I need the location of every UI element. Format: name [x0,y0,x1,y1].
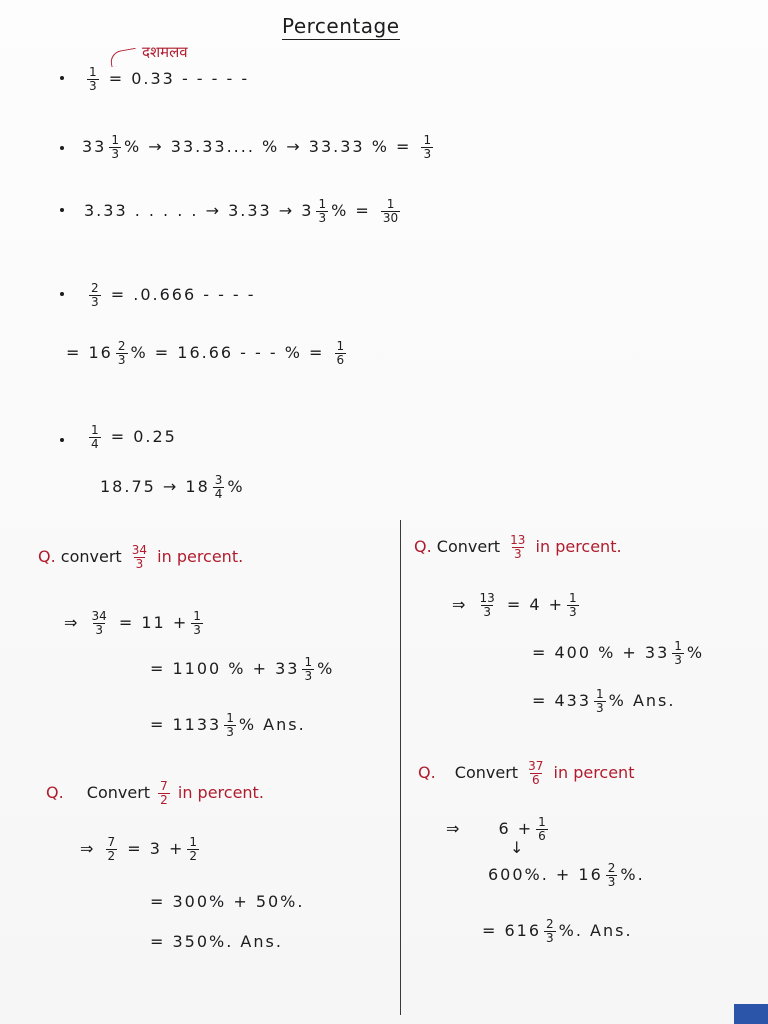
question-2-heading [414,534,622,561]
q2-step-3 [532,688,675,715]
note-row-2 [82,134,436,161]
step-text: %. Ans. [558,921,633,940]
note-row-4 [86,282,256,309]
row-text: = 16 [66,343,113,362]
row-text: % → 33.33.... % → 33.33 % = [124,137,412,156]
row-text: % = 16.66 - - - % = [130,343,325,362]
q4-step-1 [446,816,551,843]
q4-step-2 [488,862,645,889]
fraction: $\frac{1}{3}$ [111,133,119,161]
note-row-5 [66,340,349,367]
question-1-heading [38,544,243,571]
curved-arrow-icon [109,48,138,67]
implies-icon: ⇒ [64,613,80,632]
column-divider [400,520,401,1015]
fraction: $\frac{13}{3}$ [479,591,495,619]
implies-icon: ⇒ [452,595,468,614]
step-text: = 1133 [150,715,222,734]
fraction: $\frac{1}{2}$ [189,835,198,863]
implies-icon: ⇒ [80,839,96,858]
fraction: $\frac{1}{30}$ [382,197,399,225]
fraction: $\frac{1}{3}$ [569,591,577,619]
fraction: $\frac{1}{3}$ [423,133,432,161]
bullet-icon [60,438,64,442]
step-text: = 616 [482,921,542,940]
step-text: 6 + [498,819,534,838]
question-label: convert [60,547,122,566]
question-suffix: in percent [553,763,635,782]
bullet-icon [60,146,64,150]
note-row-3 [84,198,403,225]
step-text: = 11 + [118,613,189,632]
step-text: % [317,659,335,678]
question-suffix: in percent. [535,537,622,556]
note-row-6 [86,424,177,451]
q1-step-2 [150,656,334,683]
question-marker: Q. [46,783,64,802]
fraction: $\frac{2}{3}$ [91,281,99,309]
q2-step-2 [532,640,704,667]
question-label: Convert [436,537,501,556]
fraction: $\frac{13}{3}$ [510,533,526,561]
question-3-heading [46,780,264,807]
fraction: $\frac{37}{6}$ [528,759,544,787]
question-4-heading [418,760,634,787]
row-text: = 0.33 - - - - - [108,69,250,88]
step-text: %. [620,865,645,884]
fraction: $\frac{1}{4}$ [91,423,99,451]
step-text: = 400 % + 33 [532,643,670,662]
step-text: = 4 + [506,595,565,614]
q4-step-3 [482,918,633,945]
decimal-annotation: दशमलव [142,43,188,61]
step-text: = 3 + [127,839,185,858]
bullet-icon [60,208,64,212]
down-arrow-icon: ↓ [510,838,526,857]
question-suffix: in percent. [157,547,244,566]
fraction: $\frac{1}{3}$ [318,197,327,225]
question-marker: Q. [418,763,436,782]
fraction: $\frac{1}{6}$ [538,815,546,843]
q1-step-3 [150,712,306,739]
note-row-7 [100,474,245,501]
implies-icon: ⇒ [446,819,462,838]
q3-step-1 [80,836,202,863]
question-suffix: in percent. [177,783,264,802]
row-text: 18.75 → 18 [100,477,210,496]
q1-step-1 [64,610,206,637]
row-text: % = [331,201,371,220]
step-text: = 1100 % + 33 [150,659,300,678]
fraction: $\frac{1}{3}$ [304,655,313,683]
fraction: $\frac{2}{3}$ [117,339,126,367]
fraction: $\frac{2}{3}$ [607,861,616,889]
q3-step-3: = 350%. Ans. [150,932,283,951]
step-text: % Ans. [238,715,306,734]
row-text: = 0.25 [110,427,177,446]
bullet-icon [60,292,64,296]
fraction: $\frac{7}{2}$ [107,835,116,863]
row-text: = .0.666 - - - - [110,285,256,304]
row-text: 3.33 . . . . . → 3.33 → 3 [84,201,314,220]
step-text: % [686,643,705,662]
note-row-1 [84,66,249,93]
fraction: $\frac{34}{3}$ [131,543,148,571]
step-text: % Ans. [608,691,676,710]
fraction: $\frac{1}{3}$ [193,609,201,637]
question-label: Convert [454,763,519,782]
page-title: Percentage [282,14,400,38]
fraction: $\frac{2}{3}$ [546,917,554,945]
fraction: $\frac{3}{4}$ [214,473,223,501]
fraction: $\frac{7}{2}$ [160,779,168,807]
fraction: $\frac{34}{3}$ [91,609,107,637]
q2-step-1 [452,592,582,619]
row-text: % [227,477,245,496]
question-marker: Q. [38,547,56,566]
fraction: $\frac{1}{6}$ [336,339,345,367]
bullet-icon [60,76,64,80]
corner-edge [734,1004,768,1024]
q3-step-2: = 300% + 50%. [150,892,305,911]
fraction: $\frac{1}{3}$ [89,65,97,93]
step-text: 600%. + 16 [488,865,603,884]
step-text: = 433 [532,691,592,710]
fraction: $\frac{1}{3}$ [596,687,604,715]
fraction: $\frac{1}{3}$ [226,711,234,739]
question-marker: Q. [414,537,432,556]
row-text: 33 [82,137,107,156]
question-label: Convert [86,783,151,802]
fraction: $\frac{1}{3}$ [674,639,682,667]
